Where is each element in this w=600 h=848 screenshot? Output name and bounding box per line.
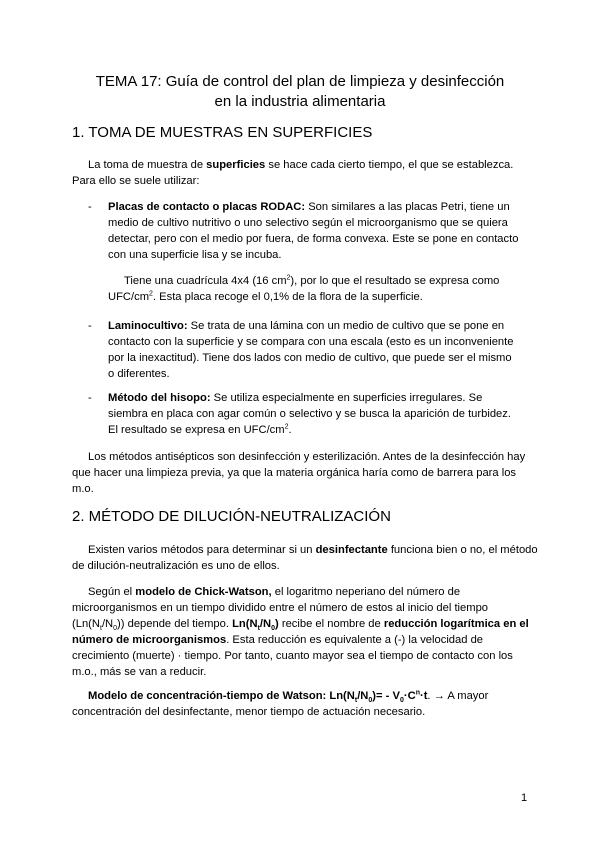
- intro-keyword: superficies: [206, 159, 266, 171]
- slash-n: /N: [259, 618, 272, 630]
- bullet-laminocultivo: [108, 318, 520, 382]
- subscript-t: t: [257, 625, 260, 633]
- formula-ln: Ln(N: [232, 618, 258, 630]
- bullet-term: Placas de contacto o placas RODAC:: [108, 201, 306, 213]
- subscript-0: 0: [368, 697, 373, 705]
- watson-text-e: . → A mayor concentración del desinfectante, menor tiempo de actuación necesario.: [72, 690, 489, 718]
- intro-text-b: se hace cada cierto tiempo, el que se establezca. Para ello se suele utilizar:: [72, 159, 514, 187]
- period: .: [288, 424, 292, 436]
- formula-close: ): [275, 618, 279, 630]
- bullet-rodac: [108, 199, 520, 263]
- p2-text-c: )) depende del tiempo.: [117, 618, 233, 630]
- section-2-heading: 2. MÉTODO DE DILUCIÓN-NEUTRALIZACIÓN: [72, 508, 391, 525]
- bullet-text: Son similares a las placas Petri, tiene un medio de cultivo nutritivo o uno selectivo según el microorganismo que se quiera detectar, pero con el medio por fuera, de forma convexa. Este se pone en contacto con una superficie lisa y se incuba.: [108, 201, 519, 261]
- section-2-para-3: [72, 688, 538, 720]
- watson-text-c: ·C: [403, 690, 416, 702]
- p1-text-b: funciona bien o no, el método de dilución-neutralización es uno de ellos.: [72, 544, 538, 572]
- p1-text-a: Existen varios métodos para determinar si un: [88, 544, 316, 556]
- section-2-para-2: [72, 584, 538, 680]
- p2-text-a: Según el: [88, 586, 136, 598]
- page-number: 1: [521, 792, 528, 804]
- grid-text-a: Tiene una cuadrícula 4x4 (16 cm: [124, 275, 287, 287]
- subscript-0: 0: [399, 697, 404, 705]
- section-1-heading: 1. TOMA DE MUESTRAS EN SUPERFICIES: [72, 124, 373, 141]
- slash-n: /N: [101, 618, 114, 630]
- document-title: [60, 72, 540, 112]
- bullet-hisopo: [108, 390, 520, 438]
- p2-keyword: reducción logarítmica en el número de microorganismos: [72, 618, 529, 646]
- section-1-closing: Los métodos antisépticos son desinfección y esterilización. Antes de la desinfección hay que hacer una limpieza previa, ya que la materia orgánica haría como de barrera para los m.o.: [72, 451, 526, 495]
- grid-text-b: ), por lo que el resultado se expresa como UFC/cm: [108, 275, 500, 303]
- unit-superscript: 2: [284, 423, 289, 431]
- watson-text-b: )= - V: [372, 690, 400, 702]
- grid-text-c: . Esta placa recoge el 0,1% de la flora de la superficie.: [152, 291, 423, 303]
- bullet-marker: -: [88, 201, 92, 213]
- grid-superscript-2: 2: [149, 290, 153, 298]
- bullet-text: Se trata de una lámina con un medio de cultivo que se pone en contacto con la superficie y se compara con una escala (esto es un inconveniente por la inexactitud). Tiene dos lados con medio de cultivo, que puede ser el mismo o diferentes.: [108, 320, 514, 380]
- subscript-0: 0: [113, 625, 118, 633]
- bullet-text: Se utiliza especialmente en superficies irregulares. Se siembra en placa con agar común o selectivo y se busca la aparición de turbidez. El resultado se expresa en UFC/cm: [108, 392, 511, 436]
- section-1-intro: [72, 157, 538, 189]
- p2-text-d: recibe el nombre de: [278, 618, 384, 630]
- subscript-t: t: [99, 625, 102, 633]
- p2-text-b: el logaritmo neperiano del número de microorganismos en un tiempo dividido entre el número de estos al inicio del tiempo (Ln(N: [72, 586, 489, 630]
- subscript-0: 0: [271, 625, 276, 633]
- title-line-2: en la industria alimentaria: [214, 93, 386, 110]
- bullet-marker: -: [88, 392, 92, 404]
- intro-text-a: La toma de muestra de: [88, 159, 207, 171]
- superscript-n: n: [415, 689, 420, 697]
- rodac-grid-note: [108, 273, 520, 305]
- subscript-t: t: [354, 697, 358, 705]
- p2-formula: [232, 618, 279, 633]
- grid-superscript: 2: [286, 274, 291, 282]
- title-line-1: TEMA 17: Guía de control del plan de limpieza y desinfección: [95, 73, 505, 90]
- section-2-para-1: [72, 542, 538, 574]
- slash-n: /N: [357, 690, 369, 702]
- p2-model-name: modelo de Chick-Watson,: [135, 586, 272, 598]
- bullet-term: Método del hisopo:: [108, 392, 211, 404]
- bullet-term: Laminocultivo:: [108, 320, 188, 332]
- p2-text-e: . Esta reducción es equivalente a (-) la velocidad de crecimiento (muerte) · tiempo. Por tanto, cuanto mayor sea el tiempo de contacto con los m.o., más se van a reducir.: [72, 634, 513, 678]
- p1-keyword: desinfectante: [315, 544, 388, 556]
- watson-text-d: ·t: [419, 690, 428, 702]
- bullet-marker: -: [88, 320, 92, 332]
- watson-formula: [88, 689, 428, 705]
- watson-text-a: Modelo de concentración-tiempo de Watson: Ln(N: [88, 690, 355, 702]
